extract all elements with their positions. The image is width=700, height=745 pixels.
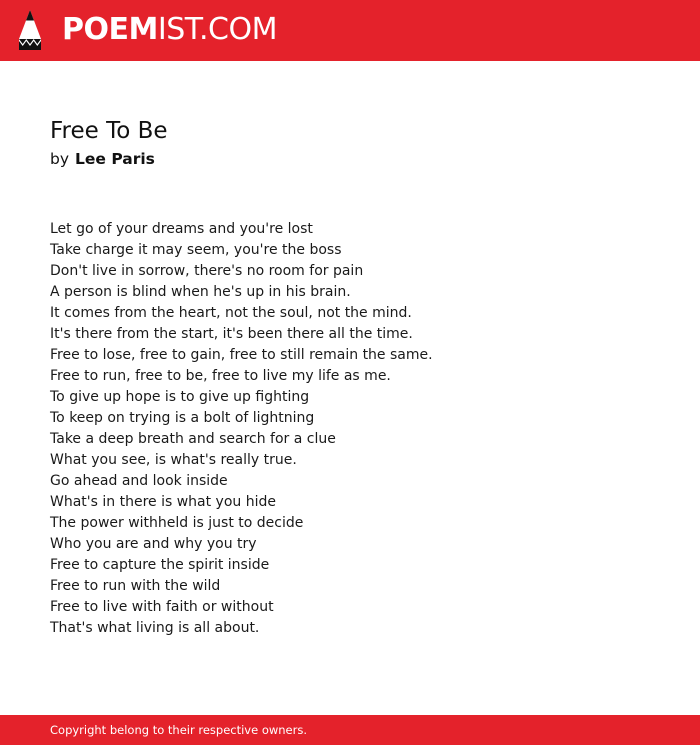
poem-line: The power withheld is just to decide xyxy=(50,515,304,531)
poem-line: Free to lose, free to gain, free to still remain the same. xyxy=(50,347,433,363)
poem-line: What's in there is what you hide xyxy=(50,494,276,510)
poem-line: That's what living is all about. xyxy=(50,620,260,636)
poem-line: To give up hope is to give up fighting xyxy=(50,389,310,405)
poem-line: Take a deep breath and search for a clue xyxy=(50,431,336,447)
poem-line: Who you are and why you try xyxy=(50,536,257,552)
poem-title: Free To Be xyxy=(50,118,168,144)
site-footer xyxy=(0,715,700,745)
poem-line: Free to capture the spirit inside xyxy=(50,557,270,573)
poem-line: Don't live in sorrow, there's no room for pain xyxy=(50,263,364,279)
copyright-notice: Copyright belong to their respective owners. xyxy=(50,723,308,737)
site-header xyxy=(0,0,700,61)
poem-line: Go ahead and look inside xyxy=(50,473,228,489)
byline-prefix: by xyxy=(50,150,70,168)
poem-line: A person is blind when he's up in his brain. xyxy=(50,284,351,300)
logo-text-bold: POEM xyxy=(62,12,158,47)
author-link[interactable]: Lee Paris xyxy=(75,150,155,168)
site-logo-link[interactable] xyxy=(18,8,277,52)
poem-byline xyxy=(50,148,155,170)
logo-text-light: IST.COM xyxy=(157,12,277,47)
poem-line: Let go of your dreams and you're lost xyxy=(50,221,313,237)
poem-line: What you see, is what's really true. xyxy=(50,452,297,468)
poem-line: Free to live with faith or without xyxy=(50,599,274,615)
site-logo-text xyxy=(62,8,277,52)
pencil-tip-icon xyxy=(18,9,42,51)
poem-line: It comes from the heart, not the soul, not the mind. xyxy=(50,305,412,321)
poem-body xyxy=(50,219,650,639)
poem-line: To keep on trying is a bolt of lightning xyxy=(50,410,315,426)
poem-line: Free to run, free to be, free to live my life as me. xyxy=(50,368,391,384)
poem-line: Take charge it may seem, you're the boss xyxy=(50,242,342,258)
poem-line: Free to run with the wild xyxy=(50,578,221,594)
poem-line: It's there from the start, it's been there all the time. xyxy=(50,326,413,342)
